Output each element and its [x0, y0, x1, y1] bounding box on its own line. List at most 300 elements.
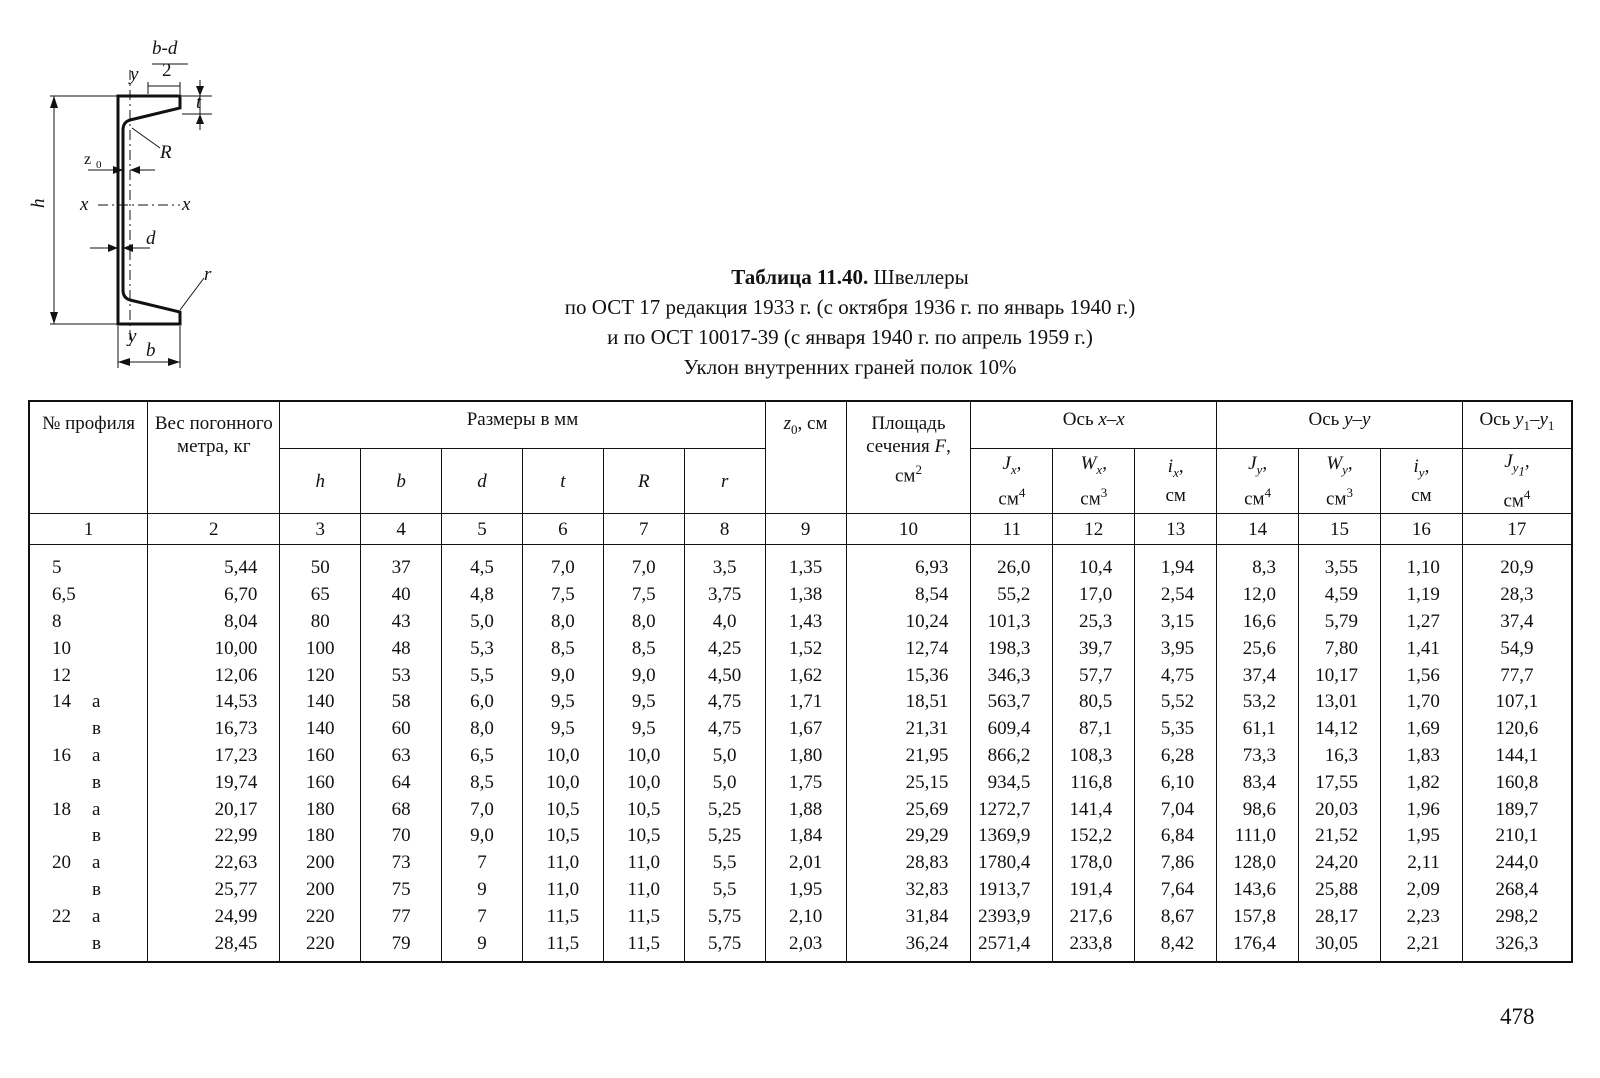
cell-R: 9,5: [603, 716, 684, 743]
cell-t: 9,0: [522, 662, 603, 689]
profile-mark: а: [92, 905, 101, 927]
cell-h: 160: [280, 743, 361, 770]
header-z0: $z_0$, см: [765, 401, 846, 514]
cell-ix: 4,75: [1135, 662, 1217, 689]
table-row: [29, 609, 1572, 636]
cell-z0: 1,71: [765, 689, 846, 716]
label-z0-sub: 0: [96, 159, 102, 171]
cell-Wx: 25,3: [1053, 609, 1135, 636]
cell-profile: [29, 609, 148, 636]
cell-weight: 6,70: [148, 582, 280, 609]
cell-Jy1: 210,1: [1462, 823, 1572, 850]
table-row: [29, 796, 1572, 823]
cell-Jy: 143,6: [1217, 877, 1299, 904]
cell-d: 5,5: [442, 662, 523, 689]
cell-profile: [29, 850, 148, 877]
header-b: b: [361, 449, 442, 514]
header-weight: Вес погонного метра, кг: [148, 401, 280, 514]
column-number: 17: [1462, 514, 1572, 545]
cell-Wx: 39,7: [1053, 635, 1135, 662]
cell-R: 9,0: [603, 662, 684, 689]
cell-d: 9: [442, 877, 523, 904]
cell-F: 8,54: [846, 582, 971, 609]
cell-R: 11,0: [603, 877, 684, 904]
cell-z0: 1,88: [765, 796, 846, 823]
cell-r: 4,25: [684, 635, 765, 662]
cell-t: 9,5: [522, 716, 603, 743]
profile-mark: а: [92, 691, 101, 713]
cell-iy: 1,27: [1380, 609, 1462, 636]
profile-mark: в: [92, 771, 101, 793]
cell-z0: 2,01: [765, 850, 846, 877]
column-number: 11: [971, 514, 1053, 545]
cell-F: 29,29: [846, 823, 971, 850]
cell-r: 4,50: [684, 662, 765, 689]
cell-t: 11,5: [522, 903, 603, 930]
cell-ix: 8,67: [1135, 903, 1217, 930]
cell-Jy: 176,4: [1217, 930, 1299, 962]
cell-Wy: 28,17: [1299, 903, 1381, 930]
cell-Jy1: 326,3: [1462, 930, 1572, 962]
cell-profile: [29, 769, 148, 796]
column-number-row: [29, 514, 1572, 545]
cell-d: 7: [442, 903, 523, 930]
table-row: [29, 716, 1572, 743]
cell-z0: 1,38: [765, 582, 846, 609]
cell-weight: 12,06: [148, 662, 280, 689]
cell-d: 9: [442, 930, 523, 962]
cell-z0: 1,35: [765, 545, 846, 582]
cell-iy: 1,41: [1380, 635, 1462, 662]
cell-iy: 1,96: [1380, 796, 1462, 823]
cell-b: 53: [361, 662, 442, 689]
cell-weight: 28,45: [148, 930, 280, 962]
cell-iy: 1,19: [1380, 582, 1462, 609]
cell-b: 75: [361, 877, 442, 904]
cell-ix: 5,35: [1135, 716, 1217, 743]
cell-t: 10,0: [522, 743, 603, 770]
cell-Jy: 8,3: [1217, 545, 1299, 582]
cell-Wx: 141,4: [1053, 796, 1135, 823]
cell-iy: 2,09: [1380, 877, 1462, 904]
caption-title: [440, 262, 1260, 292]
cell-Jx: 1780,4: [971, 850, 1053, 877]
header-Jy: $J_y$, $см^4$: [1217, 449, 1299, 514]
cell-Wx: 217,6: [1053, 903, 1135, 930]
header-r: r: [684, 449, 765, 514]
label-y-top: y: [130, 64, 139, 85]
label-R: R: [160, 142, 172, 163]
cell-t: 10,5: [522, 796, 603, 823]
cell-Jy: 53,2: [1217, 689, 1299, 716]
cell-R: 10,0: [603, 769, 684, 796]
cell-Jy1: 268,4: [1462, 877, 1572, 904]
cell-Wx: 116,8: [1053, 769, 1135, 796]
header-Wx: $W_x$, $см^3$: [1053, 449, 1135, 514]
cell-b: 43: [361, 609, 442, 636]
cell-Wy: 24,20: [1299, 850, 1381, 877]
column-number: 10: [846, 514, 971, 545]
cell-Wx: 17,0: [1053, 582, 1135, 609]
cell-b: 63: [361, 743, 442, 770]
column-number: 14: [1217, 514, 1299, 545]
cell-Wx: 57,7: [1053, 662, 1135, 689]
cell-F: 28,83: [846, 850, 971, 877]
label-h: h: [28, 198, 49, 208]
cell-b: 77: [361, 903, 442, 930]
cell-Jy: 25,6: [1217, 635, 1299, 662]
cell-weight: 16,73: [148, 716, 280, 743]
cell-Jx: 346,3: [971, 662, 1053, 689]
cell-Jx: 609,4: [971, 716, 1053, 743]
cell-Wy: 16,3: [1299, 743, 1381, 770]
cell-d: 6,0: [442, 689, 523, 716]
cell-R: 11,5: [603, 903, 684, 930]
cell-h: 220: [280, 930, 361, 962]
cell-Jy1: 107,1: [1462, 689, 1572, 716]
cell-t: 11,0: [522, 850, 603, 877]
cell-t: 11,5: [522, 930, 603, 962]
cell-profile: [29, 689, 148, 716]
cell-z0: 1,43: [765, 609, 846, 636]
cell-r: 3,75: [684, 582, 765, 609]
table-body: [29, 545, 1572, 962]
cell-Wy: 25,88: [1299, 877, 1381, 904]
cell-Jx: 1272,7: [971, 796, 1053, 823]
cell-h: 140: [280, 689, 361, 716]
column-number: 16: [1380, 514, 1462, 545]
cell-profile: [29, 743, 148, 770]
caption-line-2: по ОСТ 17 редакция 1933 г. (с октября 1936 г. по январь 1940 г.): [564, 295, 1136, 319]
cell-h: 200: [280, 877, 361, 904]
profile-mark: в: [92, 718, 101, 740]
table-row: [29, 545, 1572, 582]
table-row: [29, 582, 1572, 609]
cell-F: 21,95: [846, 743, 971, 770]
column-number: 5: [442, 514, 523, 545]
cell-h: 220: [280, 903, 361, 930]
cell-t: 11,0: [522, 877, 603, 904]
cell-weight: 10,00: [148, 635, 280, 662]
header-d: d: [442, 449, 523, 514]
cell-iy: 1,10: [1380, 545, 1462, 582]
cell-Jx: 563,7: [971, 689, 1053, 716]
cell-iy: 2,11: [1380, 850, 1462, 877]
header-iy: $i_y$, см: [1380, 449, 1462, 514]
cell-z0: 1,67: [765, 716, 846, 743]
profile-number: 8: [52, 610, 62, 632]
cell-Jy1: 28,3: [1462, 582, 1572, 609]
cell-iy: 2,23: [1380, 903, 1462, 930]
cell-Wx: 233,8: [1053, 930, 1135, 962]
cell-R: 10,5: [603, 796, 684, 823]
profile-number: 12: [52, 664, 71, 686]
cell-r: 3,5: [684, 545, 765, 582]
header-R: R: [603, 449, 684, 514]
header-Jy1: $J_{y_1}$, $см^4$: [1462, 449, 1572, 514]
cell-Jy1: 120,6: [1462, 716, 1572, 743]
cell-h: 200: [280, 850, 361, 877]
cell-b: 68: [361, 796, 442, 823]
label-b-minus-d: b-d: [152, 38, 178, 59]
label-d: d: [146, 228, 156, 249]
cell-r: 5,0: [684, 769, 765, 796]
column-number: 7: [603, 514, 684, 545]
cell-F: 25,69: [846, 796, 971, 823]
cell-d: 8,5: [442, 769, 523, 796]
cell-Wy: 21,52: [1299, 823, 1381, 850]
cell-Wy: 17,55: [1299, 769, 1381, 796]
cell-b: 64: [361, 769, 442, 796]
cell-b: 60: [361, 716, 442, 743]
label-y-bottom: y: [128, 326, 137, 347]
cell-profile: [29, 545, 148, 582]
cell-Jy: 61,1: [1217, 716, 1299, 743]
cell-F: 32,83: [846, 877, 971, 904]
cell-ix: 6,28: [1135, 743, 1217, 770]
cell-F: 10,24: [846, 609, 971, 636]
cell-Jx: 2393,9: [971, 903, 1053, 930]
header-axis-x: Ось x–x: [971, 401, 1217, 449]
cell-Jy: 73,3: [1217, 743, 1299, 770]
header-t: t: [522, 449, 603, 514]
profile-number: 14: [52, 691, 71, 713]
label-two: 2: [162, 60, 172, 81]
cell-R: 10,5: [603, 823, 684, 850]
cell-t: 10,0: [522, 769, 603, 796]
cell-h: 180: [280, 823, 361, 850]
cell-iy: 1,69: [1380, 716, 1462, 743]
cell-profile: [29, 903, 148, 930]
cell-z0: 2,03: [765, 930, 846, 962]
cell-F: 6,93: [846, 545, 971, 582]
cell-ix: 5,52: [1135, 689, 1217, 716]
cell-profile: [29, 582, 148, 609]
cell-Jy: 111,0: [1217, 823, 1299, 850]
column-number: 1: [29, 514, 148, 545]
cell-R: 11,5: [603, 930, 684, 962]
channel-section-drawing: [20, 30, 230, 380]
cell-Wy: 5,79: [1299, 609, 1381, 636]
table-caption: [440, 262, 1260, 382]
cell-r: 4,75: [684, 689, 765, 716]
cell-Jy1: 298,2: [1462, 903, 1572, 930]
cell-t: 7,5: [522, 582, 603, 609]
table-row: [29, 850, 1572, 877]
cell-h: 50: [280, 545, 361, 582]
profile-mark: в: [92, 932, 101, 954]
cell-weight: 24,99: [148, 903, 280, 930]
label-x-left: x: [80, 194, 89, 215]
cell-ix: 7,04: [1135, 796, 1217, 823]
caption-title-text: Швеллеры: [868, 265, 969, 289]
profile-number: 22: [52, 905, 71, 927]
cell-d: 7: [442, 850, 523, 877]
cell-h: 120: [280, 662, 361, 689]
label-z0: z: [84, 151, 92, 168]
cell-d: 4,5: [442, 545, 523, 582]
cell-iy: 1,95: [1380, 823, 1462, 850]
cell-F: 12,74: [846, 635, 971, 662]
cell-R: 8,0: [603, 609, 684, 636]
cell-r: 5,5: [684, 850, 765, 877]
header-Wy: $W_y$, $см^3$: [1299, 449, 1381, 514]
cell-Wy: 10,17: [1299, 662, 1381, 689]
cell-Jx: 866,2: [971, 743, 1053, 770]
cell-r: 5,75: [684, 930, 765, 962]
cell-Jy1: 20,9: [1462, 545, 1572, 582]
table-row: [29, 689, 1572, 716]
cell-h: 65: [280, 582, 361, 609]
cell-R: 10,0: [603, 743, 684, 770]
cell-Wy: 3,55: [1299, 545, 1381, 582]
cell-ix: 8,42: [1135, 930, 1217, 962]
cell-Jy: 16,6: [1217, 609, 1299, 636]
cell-weight: 22,63: [148, 850, 280, 877]
cell-r: 5,5: [684, 877, 765, 904]
cell-R: 9,5: [603, 689, 684, 716]
cell-Jy1: 244,0: [1462, 850, 1572, 877]
profile-number: 16: [52, 744, 71, 766]
cell-Jy: 37,4: [1217, 662, 1299, 689]
profile-mark: в: [92, 878, 101, 900]
cell-Wy: 7,80: [1299, 635, 1381, 662]
cell-z0: 1,84: [765, 823, 846, 850]
cell-Wx: 108,3: [1053, 743, 1135, 770]
cell-h: 160: [280, 769, 361, 796]
table-row: [29, 743, 1572, 770]
cell-F: 21,31: [846, 716, 971, 743]
header-profile: № профиля: [29, 401, 148, 514]
table-row: [29, 823, 1572, 850]
cell-ix: 3,95: [1135, 635, 1217, 662]
profile-mark: а: [92, 852, 101, 874]
cell-weight: 20,17: [148, 796, 280, 823]
cell-h: 140: [280, 716, 361, 743]
caption-line-3: и по ОСТ 10017-39 (с января 1940 г. по апрель 1959 г.): [607, 325, 1093, 349]
cell-weight: 8,04: [148, 609, 280, 636]
cell-Jy: 12,0: [1217, 582, 1299, 609]
cell-t: 8,5: [522, 635, 603, 662]
cell-Jy: 157,8: [1217, 903, 1299, 930]
cell-Jy1: 160,8: [1462, 769, 1572, 796]
header-axis-y1: Ось $y_1-y_1$: [1462, 401, 1572, 449]
cell-t: 10,5: [522, 823, 603, 850]
cell-weight: 22,99: [148, 823, 280, 850]
cell-b: 70: [361, 823, 442, 850]
page-number: 478: [1500, 1004, 1535, 1029]
cell-t: 7,0: [522, 545, 603, 582]
cell-r: 5,75: [684, 903, 765, 930]
cell-Wy: 14,12: [1299, 716, 1381, 743]
cell-d: 5,0: [442, 609, 523, 636]
cell-profile: [29, 796, 148, 823]
column-number: 2: [148, 514, 280, 545]
cell-R: 7,0: [603, 545, 684, 582]
profile-number: 10: [52, 637, 71, 659]
cell-ix: 6,84: [1135, 823, 1217, 850]
cell-Wx: 152,2: [1053, 823, 1135, 850]
cell-ix: 7,86: [1135, 850, 1217, 877]
cell-b: 48: [361, 635, 442, 662]
cell-h: 80: [280, 609, 361, 636]
cell-ix: 3,15: [1135, 609, 1217, 636]
table-row: [29, 635, 1572, 662]
cell-d: 7,0: [442, 796, 523, 823]
table-row: [29, 930, 1572, 962]
cell-F: 15,36: [846, 662, 971, 689]
cell-b: 37: [361, 545, 442, 582]
cell-Wy: 4,59: [1299, 582, 1381, 609]
cell-weight: 5,44: [148, 545, 280, 582]
cell-r: 4,0: [684, 609, 765, 636]
profile-number: 5: [52, 557, 62, 579]
cell-Jy1: 77,7: [1462, 662, 1572, 689]
column-number: 3: [280, 514, 361, 545]
table-row: [29, 662, 1572, 689]
label-b: b: [146, 340, 156, 361]
profile-number: 18: [52, 798, 71, 820]
cell-Wx: 80,5: [1053, 689, 1135, 716]
cell-r: 5,0: [684, 743, 765, 770]
cell-z0: 1,62: [765, 662, 846, 689]
cell-r: 4,75: [684, 716, 765, 743]
cell-R: 11,0: [603, 850, 684, 877]
cell-Jy1: 37,4: [1462, 609, 1572, 636]
cell-profile: [29, 662, 148, 689]
column-number: 4: [361, 514, 442, 545]
profile-number: 20: [52, 852, 71, 874]
cell-F: 31,84: [846, 903, 971, 930]
profile-number: 6,5: [52, 584, 76, 606]
cell-weight: 17,23: [148, 743, 280, 770]
table-row: [29, 903, 1572, 930]
cell-iy: 2,21: [1380, 930, 1462, 962]
header-axis-y: Ось y–y: [1217, 401, 1463, 449]
profile-mark: а: [92, 744, 101, 766]
column-number: 12: [1053, 514, 1135, 545]
cell-Jx: 934,5: [971, 769, 1053, 796]
header-dimensions: Размеры в мм: [280, 401, 765, 449]
cell-d: 9,0: [442, 823, 523, 850]
cell-d: 8,0: [442, 716, 523, 743]
column-number: 6: [522, 514, 603, 545]
cell-Jy1: 54,9: [1462, 635, 1572, 662]
cell-z0: 1,52: [765, 635, 846, 662]
cell-Wx: 191,4: [1053, 877, 1135, 904]
header-Jx: $J_x$, $см^4$: [971, 449, 1053, 514]
cell-Wy: 20,03: [1299, 796, 1381, 823]
cell-R: 7,5: [603, 582, 684, 609]
cell-z0: 1,75: [765, 769, 846, 796]
channel-data-table: [28, 400, 1573, 963]
cell-ix: 7,64: [1135, 877, 1217, 904]
profile-mark: а: [92, 798, 101, 820]
label-r: r: [204, 264, 212, 285]
cell-weight: 25,77: [148, 877, 280, 904]
cell-iy: 1,82: [1380, 769, 1462, 796]
cell-F: 25,15: [846, 769, 971, 796]
column-number: 9: [765, 514, 846, 545]
cell-t: 9,5: [522, 689, 603, 716]
cell-t: 8,0: [522, 609, 603, 636]
cell-b: 40: [361, 582, 442, 609]
cell-h: 100: [280, 635, 361, 662]
cell-d: 6,5: [442, 743, 523, 770]
cell-d: 5,3: [442, 635, 523, 662]
cell-Jx: 2571,4: [971, 930, 1053, 962]
cell-z0: 1,95: [765, 877, 846, 904]
